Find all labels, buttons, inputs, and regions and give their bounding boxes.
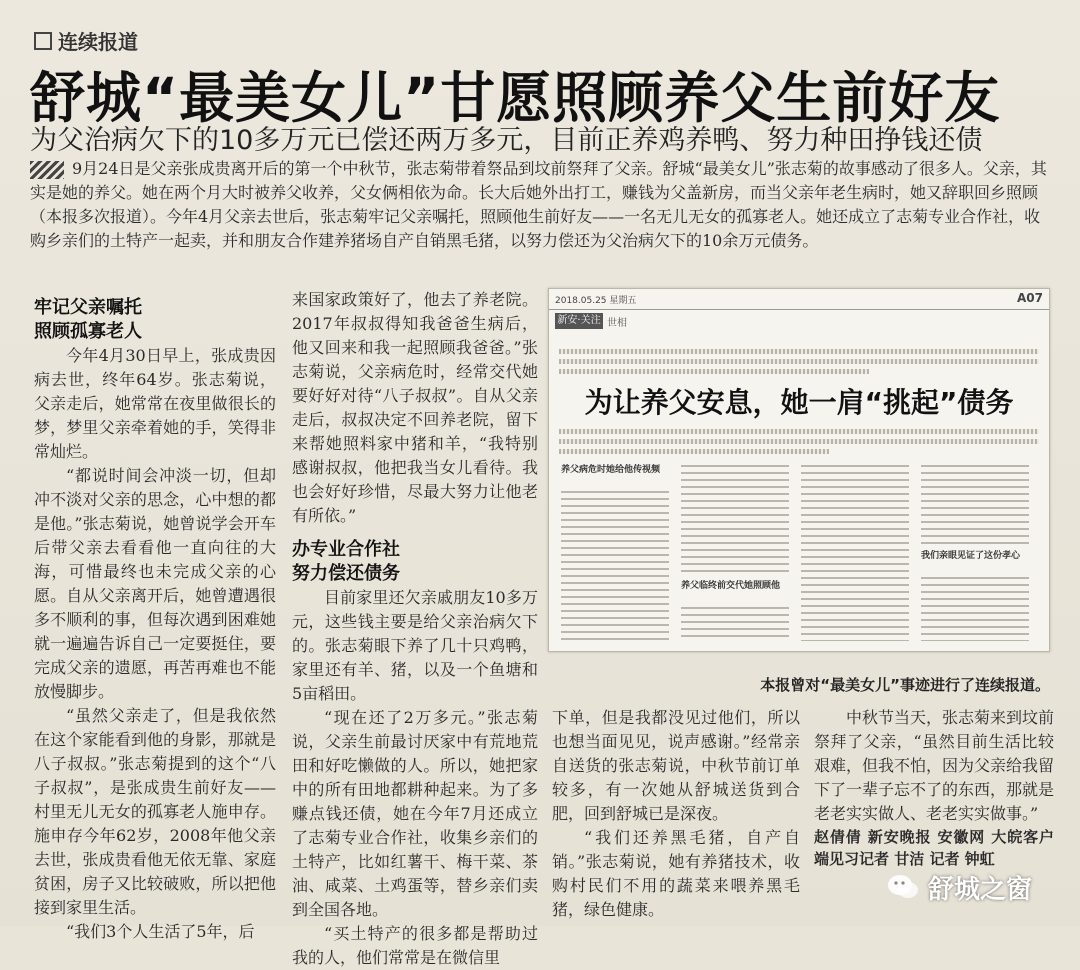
clipping-caption: 本报曾对“最美女儿”事迹进行了连续报道。 — [760, 676, 1050, 694]
paragraph: “现在还了2万多元。”张志菊说，父亲生前最讨厌家中有荒地荒田和好吃懒做的人。所以，她把家中的所有田地都耕种起来。为了多赚点钱还债，她在今年7月还成立了志菊专业合作社，收集乡亲们的土特产，比如红薯干、梅干菜、茶油、咸菜、土鸡蛋等，替乡亲们卖到全国各地。 — [292, 708, 538, 919]
headline: 舒城“最美女儿”甘愿照顾养父生前好友 — [30, 66, 1001, 130]
previous-report-clipping — [548, 288, 1050, 652]
paragraph: 来国家政策好了，他去了养老院。2017年叔叔得知我爸爸生病后，他又回来和我一起照顾我爸爸。”张志菊说，父亲病危时，经常交代她要好好对待“八子叔叔”。自从父亲走后，叔叔决定不回养老院，留下来帮她照料家中猪和羊，“我特别感谢叔叔，他把我当女儿看待。我也会好好珍惜，尽最大努力让他老有所依。” — [292, 290, 538, 525]
paragraph: “虽然父亲走了，但是我依然在这个家能看到他的身影，那就是八子叔叔。”张志菊提到的这个“八子叔叔”，是张成贵生前好友——村里无儿无女的孤寡老人施申存。施申存今年62岁，2008年他父亲去世，张成贵看他无依无靠、家庭贫困，房子又比较破败，所以把他接到家里生活。 — [34, 706, 276, 917]
article-column-4 — [814, 706, 1054, 870]
section-kicker — [34, 26, 138, 55]
clipping-text-line — [559, 449, 829, 454]
clipping-text-line — [559, 349, 1039, 354]
subheadline: 为父治病欠下的10多万元已偿还两万多元，目前正养鸡养鸭、努力种田挣钱还债 — [30, 125, 983, 156]
clipping-subhead: 我们亲眼见证了这份孝心 — [921, 551, 1021, 561]
watermark — [886, 862, 1072, 912]
paragraph: “都说时间会冲淡一切，但却冲不淡对父亲的思念，心中想的都是他。”张志菊说，她曾说学会开车后带父亲去看看他一直向往的大海，可惜最终也未完成父亲的心愿。自从父亲离开后，她曾遭遇很多不顺利的事，但每次遇到困难她就一遍遍告诉自己一定要挺住，要完成父亲的遗愿，再苦再难也不能放慢脚步。 — [34, 466, 276, 701]
clipping-column — [561, 491, 669, 641]
clipping-column — [681, 607, 789, 641]
clipping-column — [921, 465, 1029, 545]
clipping-text-line — [559, 429, 1039, 434]
clipping-section-tag: 新安·关注 — [555, 313, 603, 329]
clipping-column — [801, 465, 909, 641]
article-column-1 — [34, 296, 276, 944]
lead-paragraph — [30, 157, 1050, 253]
clipping-column — [681, 465, 789, 575]
clipping-date: 2018.05.25 星期五 — [555, 296, 637, 306]
paragraph: 今年4月30日早上，张成贵因病去世，终年64岁。张志菊说，父亲走后，她常常在夜里做很长的梦，梦里父亲牵着她的手，笑得非常灿烂。 — [34, 346, 276, 461]
paragraph: 目前家里还欠亲戚朋友10多万元，这些钱主要是给父亲治病欠下的。张志菊眼下养了几十只鸡鸭，家里还有羊、猪，以及一个鱼塘和5亩稻田。 — [292, 588, 538, 703]
paragraph: 下单，但是我都没见过他们，所以也想当面见见，说声感谢。”经常亲自送货的张志菊说，中秋节前订单较多，有一次她从舒城送货到合肥，回到舒城已是深夜。 — [552, 708, 800, 823]
paragraph: “我们3个人生活了5年，后 — [66, 922, 255, 941]
clipping-subhead: 养父临终前交代她照顾他 — [681, 581, 781, 591]
clipping-header — [549, 289, 1049, 310]
section-heading-2: 办专业合作社 努力偿还债务 — [292, 539, 400, 584]
clipping-page-number: A07 — [1017, 291, 1043, 305]
section-heading-1: 牢记父亲嘱托 照顾孤寡老人 — [34, 297, 142, 342]
clipping-text-line — [559, 369, 869, 374]
paragraph: “我们还养黑毛猪，自产自销。”张志菊说，她有养猪技术，收购村民们不用的蔬菜来喂养黑毛猪，绿色健康。 — [552, 828, 800, 919]
clipping-title: 为让养父安息，她一肩“挑起”债务 — [584, 386, 1014, 419]
lead-marker-icon — [30, 161, 64, 179]
clipping-subhead: 养父病危时她给他传视频 — [561, 465, 661, 475]
wechat-icon — [886, 870, 920, 904]
lead-text: 9月24日是父亲张成贵离开后的第一个中秋节，张志菊带着祭品到坟前祭拜了父亲。舒城“最美女儿”张志菊的故事感动了很多人。父亲，其实是她的养父。她在两个月大时被养父收养，父女俩相依为命。长大后她外出打工，赚钱为父盖新房，而当父亲年老生病时，她又辞职回乡照顾（本报多次报道）。今年4月父亲去世后，张志菊牢记父亲嘱托，照顾他生前好友——一名无儿无女的孤寡老人。她还成立了志菊专业合作社，收购乡亲们的土特产一起卖，并和朋友合作建养猪场自产自销黑毛猪，以努力偿还为父治病欠下的10余万元债务。 — [30, 159, 1047, 250]
clipping-column — [921, 577, 1029, 641]
clipping-section-sub: 世相 — [607, 318, 627, 329]
clipping-text-line — [559, 359, 1039, 364]
clipping-text-line — [559, 439, 1039, 444]
byline: 赵倩倩 新安晚报 安徽网 大皖客户端见习记者 甘洁 记者 钟虹 — [814, 828, 1054, 868]
watermark-text: 舒城之窗 — [928, 874, 1033, 905]
paragraph: “买土特产的很多都是帮助过我的人，他们常常是在微信里 — [292, 924, 538, 967]
article-column-2 — [292, 288, 538, 970]
kicker-label: 连续报道 — [58, 30, 138, 54]
article-column-3 — [552, 706, 800, 922]
checkbox-square-icon — [34, 32, 52, 50]
paragraph: 中秋节当天，张志菊来到坟前祭拜了父亲，“虽然目前生活比较艰难，但我不怕，因为父亲给我留下了一辈子忘不了的东西，那就是老老实实做人、老老实实做事。” — [814, 708, 1055, 823]
